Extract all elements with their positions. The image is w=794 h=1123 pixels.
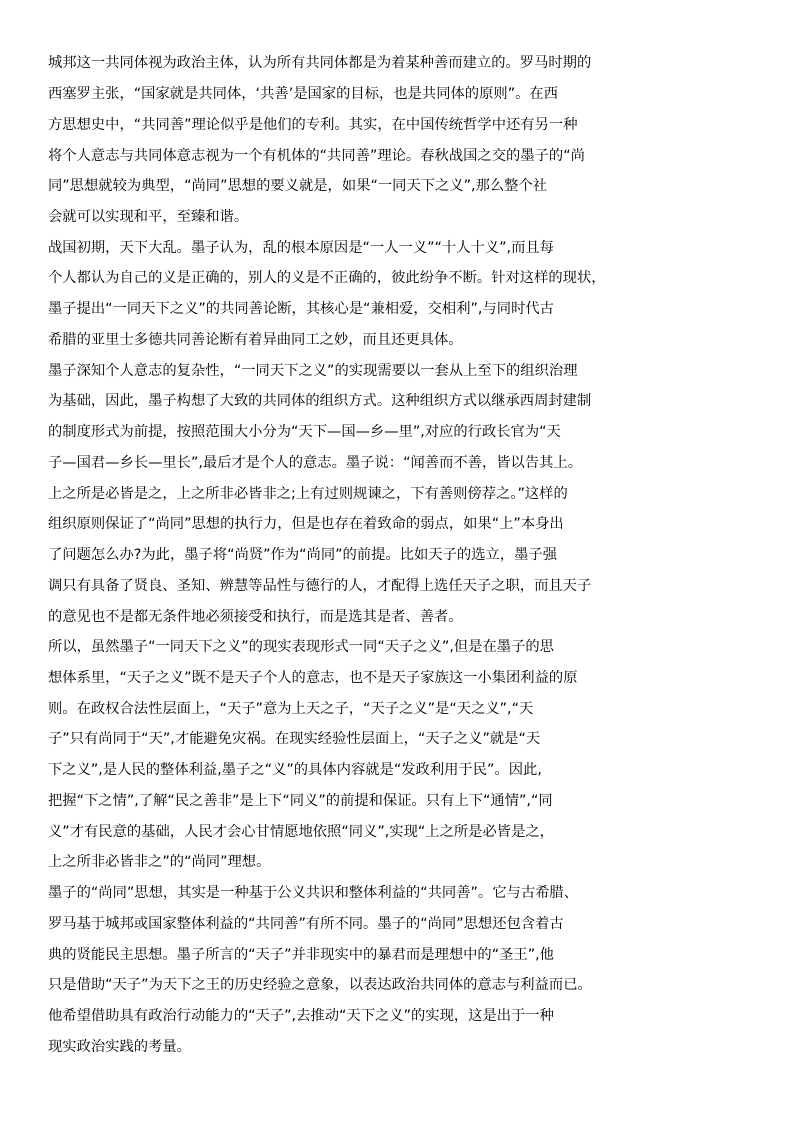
text-line: 所以，虽然墨子“一同天下之义”的现实表现形式一同“天子之义”,但是在墨子的思 (48, 639, 554, 655)
text-line: 城邦这一共同体视为政治主体，认为所有共同体都是为着某种善而建立的。罗马时期的 (48, 55, 592, 71)
text-line: 子—国君—乡长—里长”,最后才是个人的意志。墨子说：“闻善而不善，皆以告其上。 (48, 455, 583, 471)
text-line: 子”只有尚同于“天”,才能避免灾祸。在现实经验性层面上，“天子之义”就是“天 (48, 731, 541, 747)
text-line: 调只有具备了贤良、圣知、辨慧等品性与德行的人，才配得上选任天子之职，而且天子 (48, 578, 592, 594)
text-line: 罗马基于城邦或国家整体利益的“共同善”有所不同。墨子的“尚同”思想还包含着古 (48, 916, 564, 932)
text-line: 现实政治实践的考量。 (48, 1039, 191, 1055)
text-line: 墨子的“尚同”思想，其实是一种基于公义共识和整体利益的“共同善”。它与古希腊、 (48, 885, 579, 901)
text-line: 只是借助“天子”为天下之王的历史经验之意象，以表达政治共同体的意志与利益而已。 (48, 977, 592, 993)
text-line: 希腊的亚里士多德共同善论断有着异曲同工之妙，而且还更具体。 (48, 332, 463, 348)
text-line: 墨子深知个人意志的复杂性，“一同天下之义”的实现需要以一套从上至下的组织治理 (48, 363, 578, 379)
text-line: 了问题怎么办?为此，墨子将“尚贤”作为“尚同”的前提。比如天子的选立，墨子强 (48, 547, 558, 563)
text-line: 战国初期，天下大乱。墨子认为，乱的根本原因是“一人一义”“十人十义”,而且每 (48, 240, 554, 256)
text-line: 方思想史中，“共同善”理论似乎是他们的专利。其实，在中国传统哲学中还有另一种 (48, 117, 578, 133)
text-line: 下之义”,是人民的整体利益,墨子之“义”的具体内容就是“发政利用于民”。因此, (48, 762, 542, 778)
text-line: 同”思想就较为典型，“尚同”思想的要义就是，如果“一同天下之义”,那么整个社 (48, 178, 548, 194)
text-line: 义”才有民意的基础，人民才会心甘情愿地依照“同义”,实现“上之所是必皆是之， (48, 824, 554, 840)
text-line: 想体系里，“天子之义”既不是天子个人的意志，也不是天子家族这一小集团利益的原 (48, 670, 578, 686)
text-line: 会就可以实现和平，至臻和谐。 (48, 209, 249, 225)
text-line: 则。在政权合法性层面上，“天子”意为上天之子，“天子之义”是“天之义”,“天 (48, 701, 534, 717)
text-line: 上之所非必皆非之”的“尚同”理想。 (48, 854, 271, 870)
text-line: 上之所是必皆是之，上之所非必皆非之;上有过则规谏之，下有善则傍荐之。”这样的 (48, 486, 568, 502)
text-line: 西塞罗主张，“国家就是共同体，‘共善’是国家的目标，也是共同体的原则”。在西 (48, 86, 558, 102)
text-line: 墨子提出“一同天下之义”的共同善论断，其核心是“兼相爱，交相利”,与同时代古 (48, 301, 554, 317)
text-line: 个人都认为自己的义是正确的，别人的义是不正确的，彼此纷争不断。针对这样的现状， (48, 270, 606, 286)
text-line: 的意见也不是都无条件地必须接受和执行，而是选其是者、善者。 (48, 609, 463, 625)
text-line: 组织原则保证了“尚同”思想的执行力，但是也存在着致命的弱点，如果“上”本身出 (48, 516, 564, 532)
text-line: 将个人意志与共同体意志视为一个有机体的“共同善”理论。春秋战国之交的墨子的“尚 (48, 148, 585, 164)
text-line: 把握“下之情”,了解“民之善非”是上下“同义”的前提和保证。只有上下“通情”,“同 (48, 793, 553, 809)
text-line: 的制度形式为前提，按照范围大小分为“天下—国—乡—里”,对应的行政长官为“天 (48, 424, 561, 440)
text-line: 为基础，因此，墨子构想了大致的共同体的组织方式。这种组织方式以继承西周封建制 (48, 393, 592, 409)
text-line: 典的贤能民主思想。墨子所言的“天子”并非现实中的暴君而是理想中的“圣王”,他 (48, 947, 554, 963)
text-line: 他希望借助具有政治行动能力的“天子”,去推动“天下之义”的实现，这是出于一种 (48, 1008, 554, 1024)
